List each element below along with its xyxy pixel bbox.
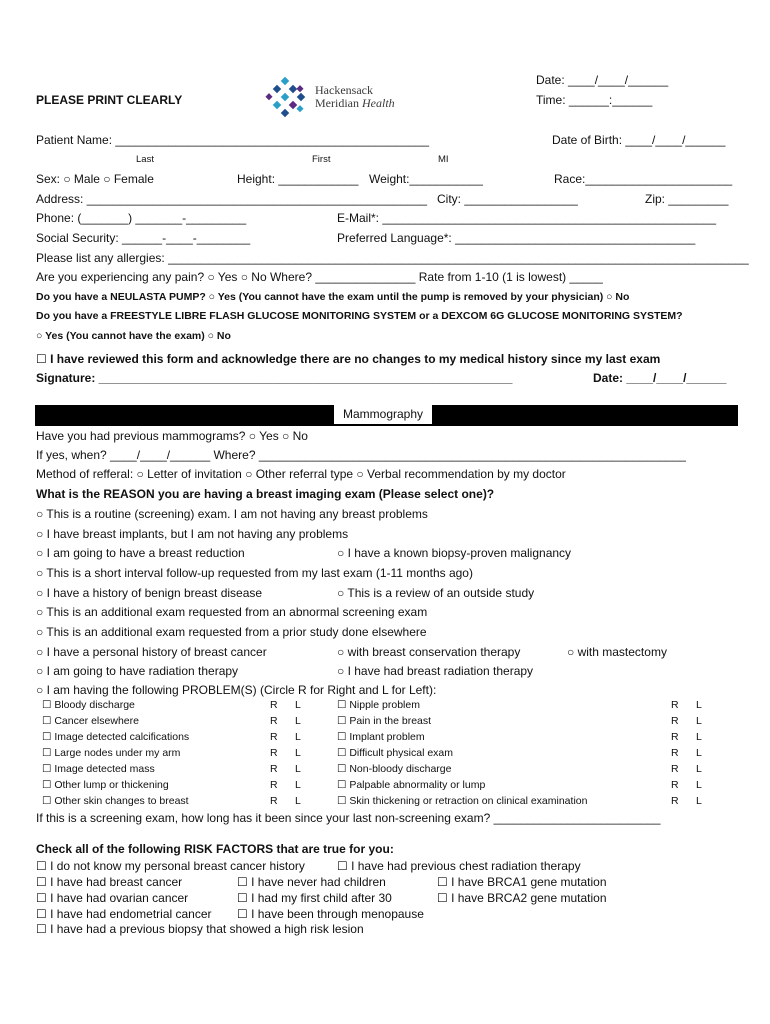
weight-field[interactable]: Weight:___________ bbox=[369, 172, 483, 186]
risk-factor-checkbox[interactable]: ☐ I do not know my personal breast cancer history bbox=[36, 859, 305, 873]
left-side-option[interactable]: L bbox=[295, 747, 301, 759]
left-side-option[interactable]: L bbox=[696, 763, 702, 775]
right-side-option[interactable]: R bbox=[270, 747, 278, 759]
reason-option-outside-study[interactable]: ○ This is a review of an outside study bbox=[337, 586, 535, 600]
risk-factor-checkbox[interactable]: ☐ I have BRCA1 gene mutation bbox=[437, 875, 607, 889]
left-side-option[interactable]: L bbox=[696, 747, 702, 759]
reason-option-reduction[interactable]: ○ I am going to have a breast reduction bbox=[36, 546, 245, 560]
problem-item[interactable]: ☐ Pain in the breast bbox=[337, 715, 432, 727]
reason-option-short-interval[interactable]: ○ This is a short interval follow-up requested from my last exam (1-11 months ago) bbox=[36, 566, 473, 580]
left-side-option[interactable]: L bbox=[295, 699, 301, 711]
problem-item[interactable]: ☐ Palpable abnormality or lump bbox=[337, 779, 486, 791]
freestyle-options[interactable]: ○ Yes (You cannot have the exam) ○ No bbox=[36, 330, 231, 342]
risk-factors-title: Check all of the following RISK FACTORS that are true for you: bbox=[36, 842, 394, 856]
problem-item[interactable]: ☐ Nipple problem bbox=[337, 699, 420, 711]
right-side-option[interactable]: R bbox=[270, 795, 278, 807]
freestyle-question: Do you have a FREESTYLE LIBRE FLASH GLUCOSE MONITORING SYSTEM or a DEXCOM 6G GLUCOSE MONITORING SYSTEM? bbox=[36, 310, 683, 322]
right-side-option[interactable]: R bbox=[671, 699, 679, 711]
risk-factor-checkbox[interactable]: ☐ I have had previous chest radiation therapy bbox=[337, 859, 581, 873]
reason-option-malignancy[interactable]: ○ I have a known biopsy-proven malignancy bbox=[337, 546, 572, 560]
mi-label: MI bbox=[438, 154, 449, 165]
right-side-option[interactable]: R bbox=[270, 763, 278, 775]
risk-factor-checkbox[interactable]: ☐ I have had endometrial cancer bbox=[36, 907, 212, 921]
reason-option-history-cancer[interactable]: ○ I have a personal history of breast cancer bbox=[36, 645, 267, 659]
right-side-option[interactable]: R bbox=[671, 763, 679, 775]
left-side-option[interactable]: L bbox=[696, 779, 702, 791]
problem-item[interactable]: ☐ Cancer elsewhere bbox=[42, 715, 139, 727]
reason-option-radiation-had[interactable]: ○ I have had breast radiation therapy bbox=[337, 664, 534, 678]
problem-item[interactable]: ☐ Skin thickening or retraction on clinical examination bbox=[337, 795, 588, 807]
right-side-option[interactable]: R bbox=[270, 779, 278, 791]
height-field[interactable]: Height: ____________ bbox=[237, 172, 359, 186]
referral-method[interactable]: Method of refferal: ○ Letter of invitation ○ Other referral type ○ Verbal recommendation by my doctor bbox=[36, 467, 566, 481]
right-side-option[interactable]: R bbox=[270, 715, 278, 727]
reason-option-benign[interactable]: ○ I have a history of benign breast disease bbox=[36, 586, 263, 600]
reason-option-mastectomy[interactable]: ○ with mastectomy bbox=[567, 645, 667, 659]
risk-factor-checkbox[interactable]: ☐ I have been through menopause bbox=[237, 907, 424, 921]
form-title: PLEASE PRINT CLEARLY bbox=[36, 93, 183, 107]
ssn-field[interactable]: Social Security: ______-____-________ bbox=[36, 231, 251, 245]
problem-item[interactable]: ☐ Image detected mass bbox=[42, 763, 155, 775]
hackensack-logo bbox=[265, 76, 415, 122]
problem-item[interactable]: ☐ Bloody discharge bbox=[42, 699, 135, 711]
reason-option-radiation-planned[interactable]: ○ I am going to have radiation therapy bbox=[36, 664, 239, 678]
right-side-option[interactable]: R bbox=[270, 731, 278, 743]
allergies-field[interactable]: Please list any allergies: _______________________________________________________________________________________ bbox=[36, 251, 749, 265]
problem-item[interactable]: ☐ Implant problem bbox=[337, 731, 425, 743]
right-side-option[interactable]: R bbox=[671, 795, 679, 807]
sex-radio-group[interactable]: Sex: ○ Male ○ Female bbox=[36, 172, 154, 186]
dob-field[interactable]: Date of Birth: ____/____/______ bbox=[552, 133, 726, 147]
problem-item[interactable]: ☐ Other skin changes to breast bbox=[42, 795, 189, 807]
reason-option-implants[interactable]: ○ I have breast implants, but I am not having any problems bbox=[36, 527, 349, 541]
logo-line2: Meridian Health bbox=[315, 96, 395, 110]
right-side-option[interactable]: R bbox=[671, 779, 679, 791]
phone-field[interactable]: Phone: (_______) _______-_________ bbox=[36, 211, 247, 225]
risk-factor-checkbox[interactable]: ☐ I have had a previous biopsy that showed a high risk lesion bbox=[36, 922, 364, 936]
reason-option-abnormal-screening[interactable]: ○ This is an additional exam requested from an abnormal screening exam bbox=[36, 605, 428, 619]
city-field[interactable]: City: _________________ bbox=[437, 192, 578, 206]
risk-factor-checkbox[interactable]: ☐ I have BRCA2 gene mutation bbox=[437, 891, 607, 905]
previous-mammograms-question[interactable]: Have you had previous mammograms? ○ Yes ○ No bbox=[36, 429, 308, 443]
right-side-option[interactable]: R bbox=[270, 699, 278, 711]
signature-field[interactable]: Signature: ______________________________________________________________ bbox=[36, 371, 513, 385]
risk-factor-checkbox[interactable]: ☐ I have never had children bbox=[237, 875, 386, 889]
left-side-option[interactable]: L bbox=[295, 779, 301, 791]
left-side-option[interactable]: L bbox=[696, 715, 702, 727]
patient-name-field[interactable]: Patient Name: _______________________________________________ bbox=[36, 133, 430, 147]
reason-question: What is the REASON you are having a breast imaging exam (Please select one)? bbox=[36, 487, 495, 501]
pain-question[interactable]: Are you experiencing any pain? ○ Yes ○ No Where? _______________ Rate from 1-10 (1 is lowest) _____ bbox=[36, 270, 603, 284]
language-field[interactable]: Preferred Language*: ____________________________________ bbox=[337, 231, 696, 245]
problem-item[interactable]: ☐ Non-bloody discharge bbox=[337, 763, 452, 775]
neulasta-question[interactable]: Do you have a NEULASTA PUMP? ○ Yes (You cannot have the exam until the pump is removed by your physician) ○ No bbox=[36, 291, 630, 303]
reason-option-conservation[interactable]: ○ with breast conservation therapy bbox=[337, 645, 521, 659]
previous-when-where[interactable]: If yes, when? ____/____/______ Where? ________________________________________________________________ bbox=[36, 448, 686, 462]
right-side-option[interactable]: R bbox=[671, 747, 679, 759]
reviewed-checkbox[interactable]: ☐ I have reviewed this form and acknowledge there are no changes to my medical history since my last exam bbox=[36, 352, 661, 366]
address-field[interactable]: Address: ___________________________________________________ bbox=[36, 192, 428, 206]
left-side-option[interactable]: L bbox=[295, 715, 301, 727]
left-side-option[interactable]: L bbox=[295, 763, 301, 775]
right-side-option[interactable]: R bbox=[671, 715, 679, 727]
signature-date-field[interactable]: Date: ____/____/______ bbox=[593, 371, 727, 385]
risk-factor-checkbox[interactable]: ☐ I have had ovarian cancer bbox=[36, 891, 189, 905]
left-side-option[interactable]: L bbox=[295, 731, 301, 743]
header-date-field[interactable]: Date: ____/____/______ bbox=[536, 73, 669, 87]
problem-item[interactable]: ☐ Difficult physical exam bbox=[337, 747, 454, 759]
left-side-option[interactable]: L bbox=[295, 795, 301, 807]
risk-factor-checkbox[interactable]: ☐ I had my first child after 30 bbox=[237, 891, 392, 905]
reason-option-problems[interactable]: ○ I am having the following PROBLEM(S) (Circle R for Right and L for Left): bbox=[36, 683, 437, 697]
reason-option-prior-study[interactable]: ○ This is an additional exam requested from a prior study done elsewhere bbox=[36, 625, 427, 639]
left-side-option[interactable]: L bbox=[696, 795, 702, 807]
last-label: Last bbox=[136, 154, 154, 165]
reason-option-routine[interactable]: ○ This is a routine (screening) exam. I am not having any breast problems bbox=[36, 507, 428, 521]
logo-line1: Hackensack bbox=[315, 83, 373, 97]
logo-mark-icon bbox=[265, 76, 311, 122]
mammography-banner-label: Mammography bbox=[334, 405, 432, 424]
email-field[interactable]: E-Mail*: __________________________________________________ bbox=[337, 211, 717, 225]
right-side-option[interactable]: R bbox=[671, 731, 679, 743]
zip-field[interactable]: Zip: _________ bbox=[645, 192, 729, 206]
left-side-option[interactable]: L bbox=[696, 731, 702, 743]
left-side-option[interactable]: L bbox=[696, 699, 702, 711]
first-label: First bbox=[312, 154, 331, 165]
race-field[interactable]: Race:______________________ bbox=[554, 172, 733, 186]
problem-item[interactable]: ☐ Large nodes under my arm bbox=[42, 747, 181, 759]
problem-item[interactable]: ☐ Other lump or thickening bbox=[42, 779, 169, 791]
header-time-field[interactable]: Time: ______:______ bbox=[536, 93, 653, 107]
risk-factor-checkbox[interactable]: ☐ I have had breast cancer bbox=[36, 875, 183, 889]
problem-item[interactable]: ☐ Image detected calcifications bbox=[42, 731, 190, 743]
screening-interval-field[interactable]: If this is a screening exam, how long has it been since your last non-screening exam? _________________________ bbox=[36, 811, 661, 825]
logo-text bbox=[315, 84, 395, 110]
